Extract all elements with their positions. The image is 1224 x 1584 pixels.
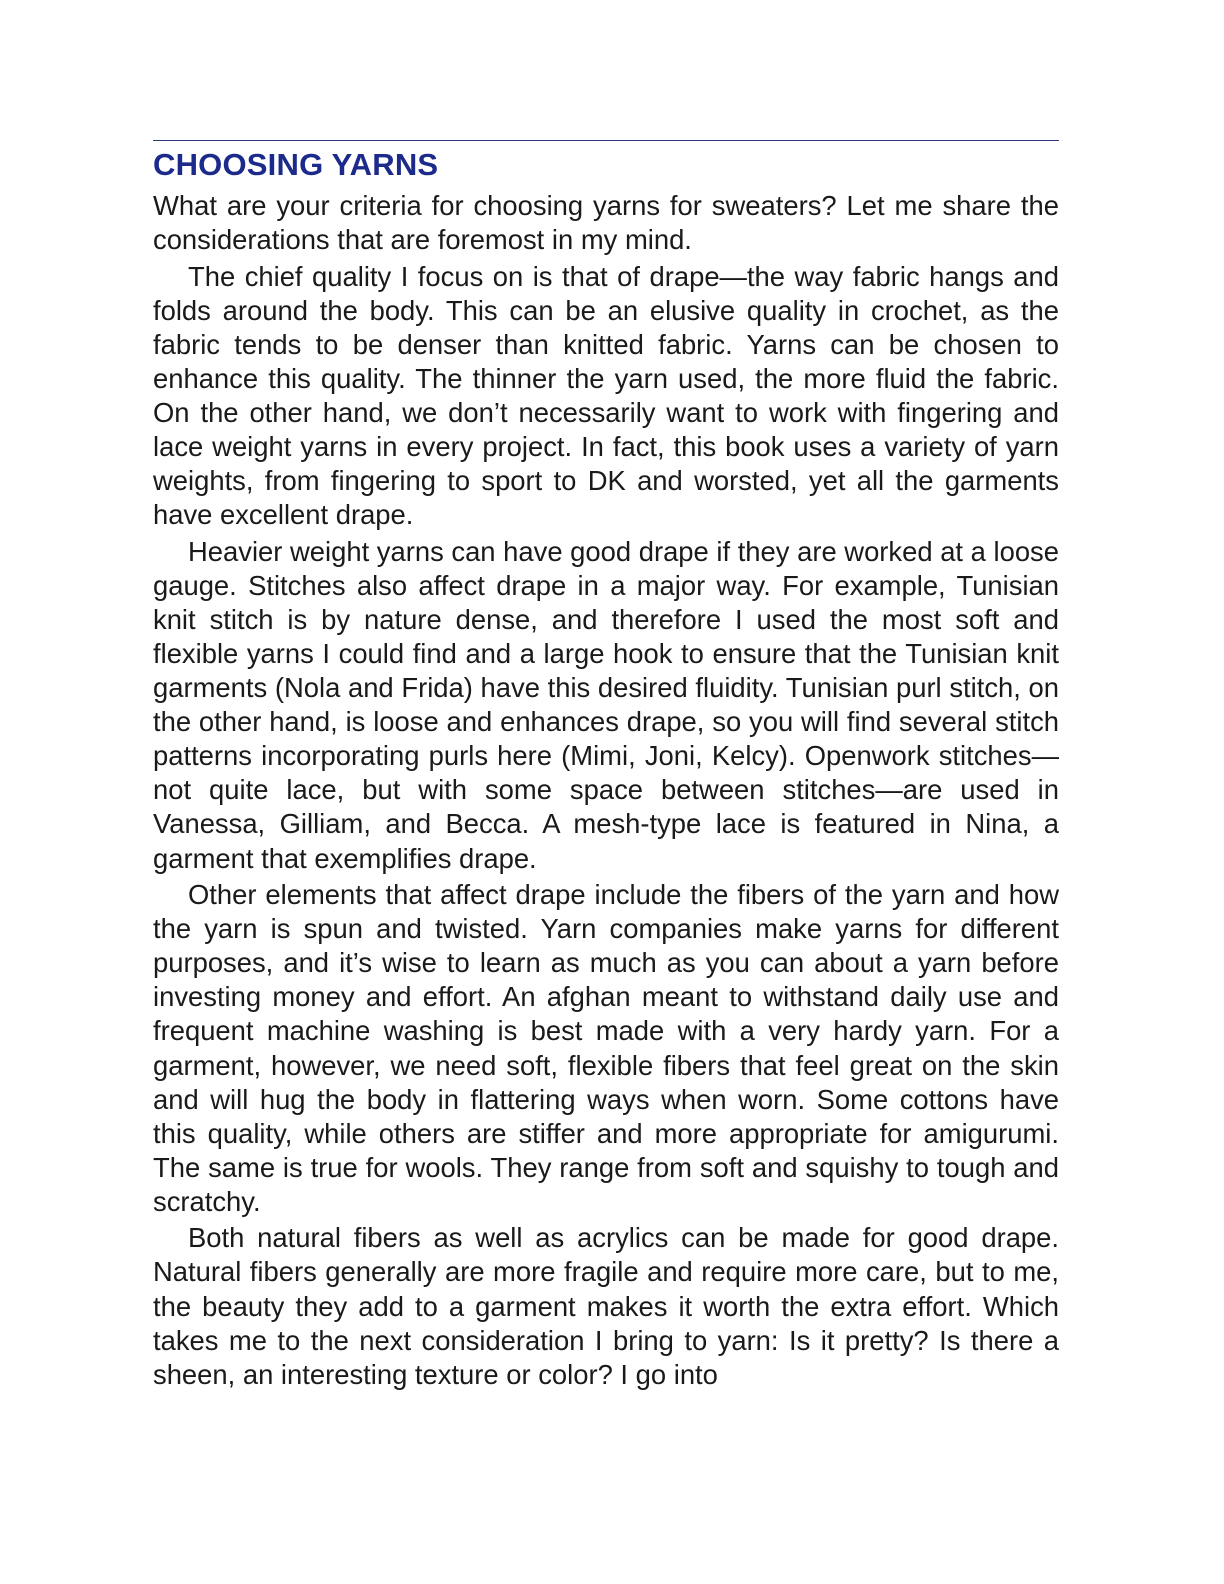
paragraph-fibers: Other elements that affect drape include the fibers of the yarn and how the yarn is spun and twisted. Yarn companies make yarns for different purposes, and it’s wise to learn as much as you can about a yarn before investing money and effort. An afghan meant to withstand daily use and frequent machine washing is best made with a very hardy yarn. For a garment, however, we need soft, flexible fibers that feel great on the skin and will hug the body in flattering ways when worn. Some cottons have this quality, while others are stiffer and more appropriate for amigurumi. The same is true for wools. They range from soft and squishy to tough and scratchy. <box>153 879 1059 1217</box>
paragraph-intro: What are your criteria for choosing yarns for sweaters? Let me share the considerations that are foremost in my mind. <box>153 190 1059 256</box>
section-rule <box>153 140 1059 141</box>
paragraph-drape: The chief quality I focus on is that of drape—the way fabric hangs and folds around the body. This can be an elusive quality in crochet, as the fabric tends to be denser than knitted fabric. Yarns can be chosen to enhance this quality. The thinner the yarn used, the more fluid the fabric. On the other hand, we don’t necessarily want to work with fingering and lace weight yarns in every project. In fact, this book uses a variety of yarn weights, from fingering to sport to DK and worsted, yet all the garments have excellent drape. <box>153 260 1059 531</box>
paragraph-natural-fibers: Both natural fibers as well as acrylics can be made for good drape. Natural fibers generally are more fragile and require more care, but to me, the beauty they add to a garment makes it worth the extra effort. Which takes me to the next consideration I bring to yarn: Is it pretty? Is there a sheen, an interesting texture or color? I go into <box>153 1222 1059 1390</box>
page-content <box>153 140 1059 1394</box>
paragraph-stitches: Heavier weight yarns can have good drape if they are worked at a loose gauge. Stitches also affect drape in a major way. For example, Tunisian knit stitch is by nature dense, and therefore I used the most soft and flexible yarns I could find and a large hook to ensure that the Tunisian knit garments (Nola and Frida) have this desired fluidity. Tunisian purl stitch, on the other hand, is loose and enhances drape, so you will find several stitch patterns incorporating purls here (Mimi, Joni, Kelcy). Openwork stitches—not quite lace, but with some space between stitches—are used in Vanessa, Gilliam, and Becca. A mesh-type lace is featured in Nina, a garment that exemplifies drape. <box>153 535 1059 874</box>
section-title: CHOOSING YARNS <box>153 147 439 182</box>
